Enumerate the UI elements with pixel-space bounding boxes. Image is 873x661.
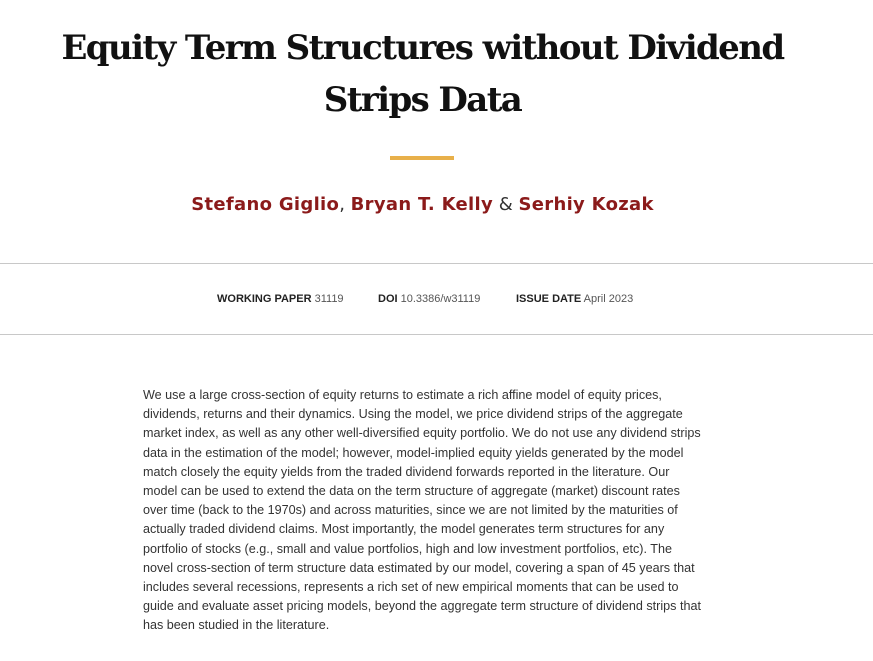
author-link-kozak[interactable]: Serhiy Kozak	[518, 194, 654, 215]
author-list	[0, 193, 845, 217]
paper-metadata-bar	[0, 263, 873, 335]
abstract-text: We use a large cross-section of equity returns to estimate a rich affine model of equity prices, dividends, returns and their dynamics. Using the model, we price dividend strips of the aggregate market index, as well as any other well-diversified equity portfolio. We do not use any dividend strips data in the estimation of the model; however, model-implied equity yields generated by the model match closely the equity yields from the traded dividend forwards reported in the literature. Our model can be used to extend the data on the term structure of aggregate (market) discount rates over time (back to the 1970s) and across maturities, since we are not limited by the maturities of actually traded dividend claims. Most importantly, the model generates term structures for any portfolio of stocks (e.g., small and value portfolios, high and low investment portfolios, etc). The novel cross-section of term structure data estimated by our model, covering a span of 45 years that includes several recessions, represents a rich set of new empirical moments that can be used to guide and evaluate asset pricing models, beyond the aggregate term structure of dividend strips that has been studied in the literature.	[143, 388, 701, 633]
issue-date-label: ISSUE DATE	[516, 293, 582, 305]
title-line-1: Equity Term Structures without Dividend	[61, 28, 784, 68]
working-paper-number: 31119	[314, 293, 344, 305]
issue-date-value: April 2023	[583, 293, 634, 305]
doi-value: 10.3386/w31119	[400, 293, 481, 305]
doi-meta	[378, 292, 480, 306]
author-link-giglio[interactable]: Stefano Giglio	[191, 194, 340, 215]
working-paper-meta	[217, 292, 344, 306]
title-line-2: Strips Data	[323, 80, 522, 120]
author-separator-comma: ,	[339, 194, 345, 215]
author-link-kelly[interactable]: Bryan T. Kelly	[350, 194, 493, 215]
title-accent-rule	[390, 156, 454, 160]
working-paper-label: WORKING PAPER	[217, 293, 312, 305]
issue-date-meta	[516, 292, 633, 306]
author-separator-ampersand: &	[498, 194, 513, 215]
page-title	[0, 22, 845, 126]
doi-label: DOI	[378, 293, 398, 305]
